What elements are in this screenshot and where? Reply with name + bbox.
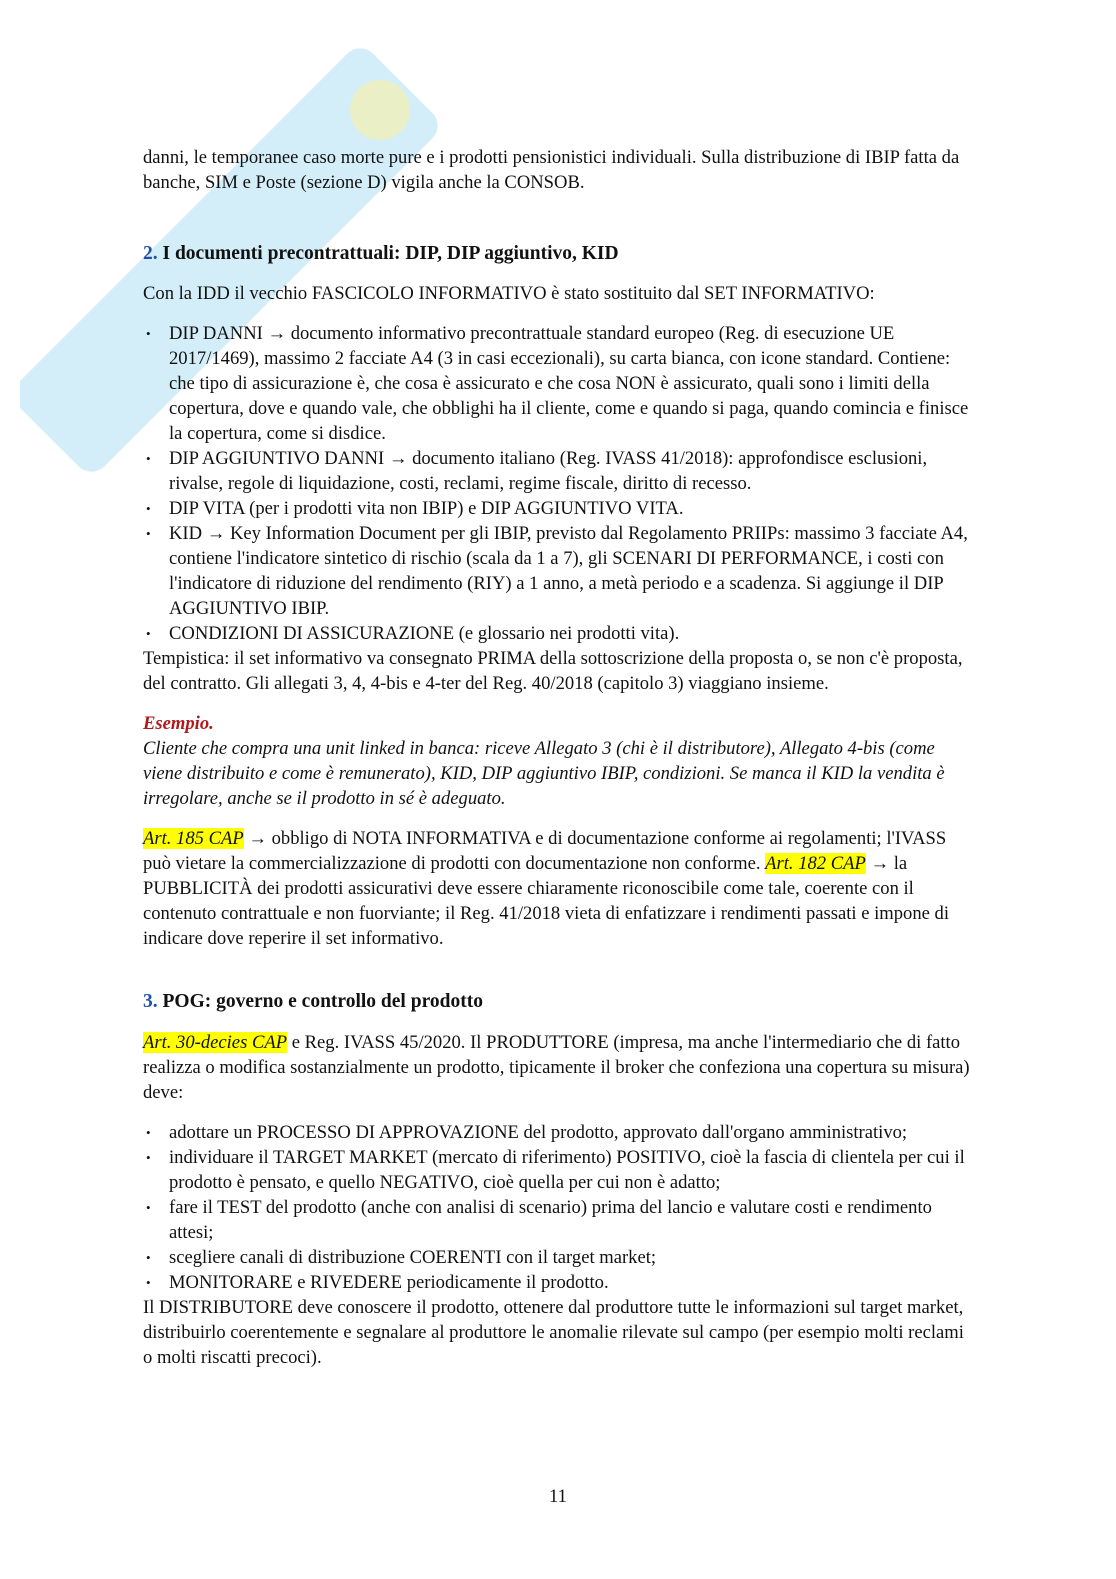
section-3-title: POG: governo e controllo del prodotto (162, 991, 483, 1012)
art-185-text: → obbligo di NOTA INFORMATIVA e di documentazione conforme ai regolamenti; l'IVASS può vietare la commercializzazione di prodotti con documentazione non conforme. (143, 828, 947, 874)
section-3-heading (143, 989, 971, 1014)
section-3-lead-text: e Reg. IVASS 45/2020. Il PRODUTTORE (impresa, ma anche l'intermediario che di fatto realizza o modifica sostanzialmente un prodotto, tipicamente il broker che confeziona una copertura su misura) deve: (143, 1032, 970, 1103)
tempistica-paragraph: Tempistica: il set informativo va consegnato PRIMA della sottoscrizione della proposta o, se non c'è proposta, del contratto. Gli allegati 3, 4, 4-bis e 4-ter del Reg. 40/2018 (capitolo 3) viaggiano insieme. (143, 648, 963, 694)
section-3-bullet-list (143, 1120, 971, 1295)
section-3-number: 3. (143, 991, 158, 1012)
art-30-decies-reference: Art. 30-decies CAP (143, 1032, 288, 1053)
list-item: • DIP AGGIUNTIVO DANNI → documento italiano (Reg. IVASS 41/2018): approfondisce esclusioni, rivalse, regole di liquidazione, costi, reclami, regime fiscale, diritto di recesso. (143, 446, 971, 496)
document-page (143, 145, 971, 1370)
list-item: • MONITORARE e RIVEDERE periodicamente il prodotto. (143, 1270, 971, 1295)
list-item: • KID → Key Information Document per gli IBIP, previsto dal Regolamento PRIIPs: massimo 3 facciate A4, contiene l'indicatore sintetico di rischio (scala da 1 a 7), gli SCENARI DI PERFORMANCE, i costi con l'indicatore di riduzione del rendimento (RIY) a 1 anno, a metà periodo e a scadenza. Si aggiunge il DIP AGGIUNTIVO IBIP. (143, 521, 971, 621)
art-182-reference: Art. 182 CAP (765, 853, 866, 874)
list-item: • DIP VITA (per i prodotti vita non IBIP) e DIP AGGIUNTIVO VITA. (143, 496, 971, 521)
articles-paragraph (143, 826, 971, 951)
art-185-reference: Art. 185 CAP (143, 828, 244, 849)
section-2-lead: Con la IDD il vecchio FASCICOLO INFORMATIVO è stato sostituito dal SET INFORMATIVO: (143, 283, 875, 304)
section-2-bullet-list (143, 321, 971, 646)
distributore-paragraph: Il DISTRIBUTORE deve conoscere il prodotto, ottenere dal produttore tutte le informazioni sul target market, distribuirlo coerentemente e segnalare al produttore le anomalie rilevate sul campo (per esempio molti reclami o molti riscatti precoci). (143, 1297, 964, 1368)
section-2-heading (143, 241, 971, 266)
intro-paragraph: danni, le temporanee caso morte pure e i prodotti pensionistici individuali. Sulla distribuzione di IBIP fatta da banche, SIM e Poste (sezione D) vigila anche la CONSOB. (143, 147, 960, 193)
example-title: Esempio. (143, 713, 214, 734)
list-item: • adottare un PROCESSO DI APPROVAZIONE del prodotto, approvato dall'organo amministrativo; (143, 1120, 971, 1145)
list-item: • scegliere canali di distribuzione COERENTI con il target market; (143, 1245, 971, 1270)
example-text: Cliente che compra una unit linked in banca: riceve Allegato 3 (chi è il distributore), Allegato 4-bis (come viene distribuito e come è remunerato), KID, DIP aggiuntivo IBIP, condizioni. Se manca il KID la vendita è irregolare, anche se il prodotto in sé è adeguato. (143, 738, 945, 809)
page-number: 11 (549, 1486, 567, 1507)
section-3-lead (143, 1030, 971, 1105)
art-182-text: → la PUBBLICITÀ dei prodotti assicurativi deve essere chiaramente riconoscibile come tale, coerente con il contenuto contrattuale e non fuorviante; il Reg. 41/2018 vieta di enfatizzare i rendimenti passati e impone di indicare dove reperire il set informativo. (143, 853, 949, 949)
section-2-number: 2. (143, 243, 158, 264)
section-2-title: I documenti precontrattuali: DIP, DIP aggiuntivo, KID (162, 243, 619, 264)
list-item: • DIP DANNI → documento informativo precontrattuale standard europeo (Reg. di esecuzione UE 2017/1469), massimo 2 facciate A4 (3 in casi eccezionali), su carta bianca, con icone standard. Contiene: che tipo di assicurazione è, che cosa è assicurato e che cosa NON è assicurato, quali sono i limiti della copertura, dove e quando vale, che obblighi ha il cliente, come e quando si paga, quando comincia e finisce la copertura, come si disdice. (143, 321, 971, 446)
list-item: • individuare il TARGET MARKET (mercato di riferimento) POSITIVO, cioè la fascia di clientela per cui il prodotto è pensato, e quello NEGATIVO, cioè quella per cui non è adatto; (143, 1145, 971, 1195)
list-item: • CONDIZIONI DI ASSICURAZIONE (e glossario nei prodotti vita). (143, 621, 971, 646)
list-item: • fare il TEST del prodotto (anche con analisi di scenario) prima del lancio e valutare costi e rendimento attesi; (143, 1195, 971, 1245)
